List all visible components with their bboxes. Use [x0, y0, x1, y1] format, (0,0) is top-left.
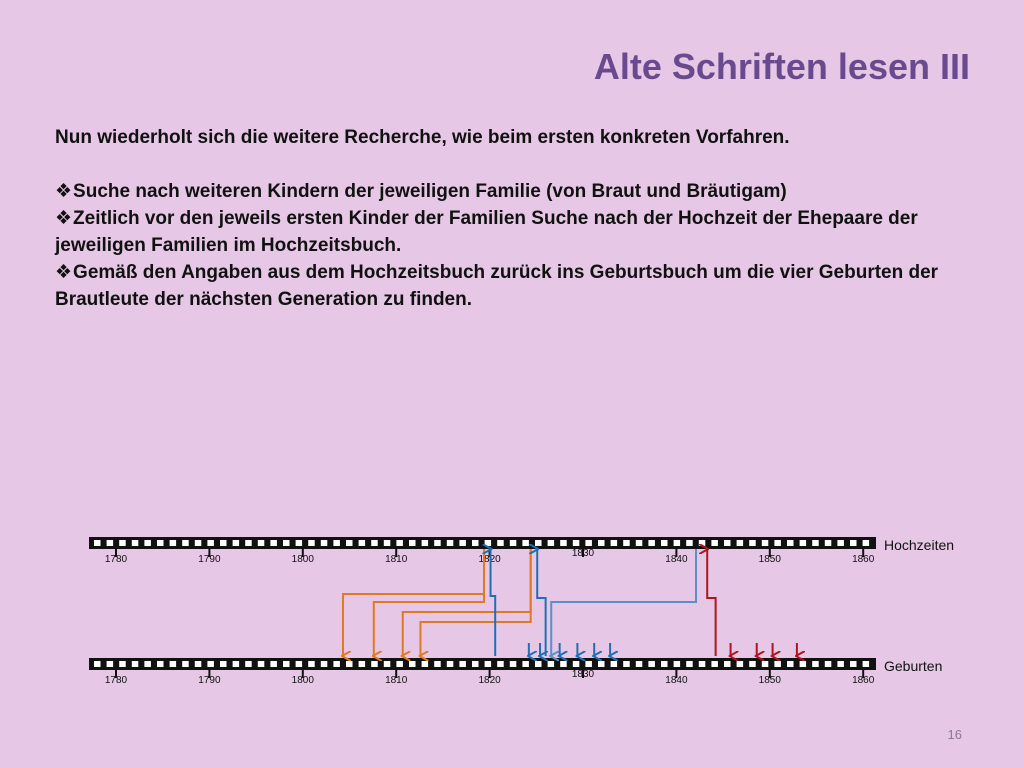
timeline-bar-segment — [787, 661, 794, 667]
timeline-bar-segment — [371, 661, 378, 667]
timeline-bar-segment — [762, 661, 769, 667]
timeline-bar-segment — [648, 540, 655, 546]
timeline-bar-segment — [308, 540, 315, 546]
timeline-geburten — [89, 658, 876, 686]
timeline-bar-segment — [749, 540, 756, 546]
marriage-to-birth-arrow — [551, 549, 696, 656]
timeline-bar-segment — [94, 661, 101, 667]
timeline-bar-segment — [233, 661, 240, 667]
timeline-bar-segment — [333, 661, 340, 667]
timeline-bar-segment — [258, 540, 265, 546]
timeline-bar-segment — [346, 661, 353, 667]
timeline-bar-segment — [611, 661, 618, 667]
timeline-bar-segment — [144, 661, 151, 667]
timeline-bar-segment — [182, 540, 189, 546]
marriage-to-birth-arrow — [491, 549, 496, 656]
year-label: 1810 — [385, 554, 408, 565]
timeline-bar-segment — [686, 661, 693, 667]
timeline-bar-segment — [800, 540, 807, 546]
timeline-bar-segment — [674, 540, 681, 546]
timeline-bar-segment — [396, 661, 403, 667]
timeline-bar-segment — [686, 540, 693, 546]
timeline-bar-segment — [787, 540, 794, 546]
timeline-bar-segment — [485, 540, 492, 546]
timeline-bar-segment — [699, 661, 706, 667]
timeline-bar-segment — [472, 540, 479, 546]
timeline-bar-segment — [119, 540, 126, 546]
timeline-bar-segment — [144, 540, 151, 546]
timeline-bar-segment — [800, 661, 807, 667]
timeline-bar-segment — [560, 661, 567, 667]
timeline-bar-segment — [812, 661, 819, 667]
timeline-bar-segment — [409, 540, 416, 546]
marriage-to-birth-arrow — [374, 549, 484, 656]
timeline-bar-segment — [623, 540, 630, 546]
timeline-bar-segment — [447, 661, 454, 667]
timeline-bar-segment — [220, 540, 227, 546]
timeline-bar-segment — [485, 661, 492, 667]
timeline-bar-segment — [359, 540, 366, 546]
timeline-hochzeiten — [89, 537, 876, 565]
timeline-bar-segment — [308, 661, 315, 667]
year-label: 1810 — [385, 675, 408, 686]
timeline-bar-segment — [560, 540, 567, 546]
timeline-bar-segment — [384, 540, 391, 546]
timeline-bar-segment — [233, 540, 240, 546]
year-label: 1860 — [852, 554, 875, 565]
timeline-bar-segment — [724, 661, 731, 667]
timeline-bar-segment — [737, 540, 744, 546]
timeline-bar-segment — [548, 540, 555, 546]
timeline-bar — [89, 537, 876, 549]
timeline-bar-segment — [333, 540, 340, 546]
year-label: 1830 — [571, 548, 595, 559]
timeline-bar-segment — [459, 661, 466, 667]
year-label: 1830 — [571, 669, 595, 680]
timeline-bar-segment — [270, 661, 277, 667]
timeline-bar-segment — [573, 540, 580, 546]
timeline-bar-segment — [863, 540, 870, 546]
timeline-bar-segment — [825, 540, 832, 546]
timeline-bar-segment — [157, 661, 164, 667]
timeline-bar-segment — [522, 661, 529, 667]
timeline-bar-segment — [837, 661, 844, 667]
timeline-bar-segment — [359, 661, 366, 667]
year-label: 1780 — [104, 675, 128, 686]
year-label: 1840 — [665, 675, 688, 686]
timeline-bar-segment — [774, 540, 781, 546]
timeline-bar-segment — [711, 661, 718, 667]
year-label: 1790 — [198, 675, 221, 686]
year-label: 1860 — [852, 675, 875, 686]
timeline-bar-segment — [661, 661, 668, 667]
timeline-bar-segment — [837, 540, 844, 546]
timeline-bar-segment — [296, 661, 303, 667]
timeline-label-geburten: Geburten — [884, 658, 943, 674]
timeline-bar-segment — [674, 661, 681, 667]
timeline-bar-segment — [434, 661, 441, 667]
timeline-bar-segment — [648, 661, 655, 667]
timeline-bar-segment — [724, 540, 731, 546]
timeline-bar-segment — [497, 540, 504, 546]
timeline-bar-segment — [850, 540, 857, 546]
year-label: 1850 — [758, 554, 781, 565]
timeline-bar-segment — [283, 540, 290, 546]
timeline-bar-segment — [195, 661, 202, 667]
year-label: 1790 — [198, 554, 221, 565]
timeline-bar-segment — [472, 661, 479, 667]
timeline-bar-segment — [170, 540, 177, 546]
timeline-bar-segment — [598, 540, 605, 546]
timeline-bar-segment — [207, 540, 214, 546]
year-label: 1840 — [665, 554, 688, 565]
timeline-bar-segment — [132, 661, 139, 667]
year-label: 1800 — [291, 675, 314, 686]
bullet-text: Gemäß den Angaben aus dem Hochzeitsbuch zurück ins Geburtsbuch um die vier Geburten der Brautleute der nächsten Generation zu finden. — [55, 262, 939, 310]
bullet-text: Suche nach weiteren Kindern der jeweiligen Familie (von Braut und Bräutigam) — [73, 181, 787, 202]
year-label: 1780 — [104, 554, 128, 565]
timeline-bar-segment — [258, 661, 265, 667]
timeline-bar-segment — [749, 661, 756, 667]
timeline-bar-segment — [774, 661, 781, 667]
timeline-bar-segment — [182, 661, 189, 667]
link-arrows — [343, 549, 797, 656]
timeline-bar-segment — [711, 540, 718, 546]
timeline-bar-segment — [119, 661, 126, 667]
timeline-bar-segment — [636, 661, 643, 667]
timeline-bar-segment — [371, 540, 378, 546]
timeline-bar-segment — [270, 540, 277, 546]
timeline-bar-segment — [107, 661, 114, 667]
timeline-bar — [89, 658, 876, 670]
timeline-bar-segment — [107, 540, 114, 546]
page-number: 16 — [947, 727, 962, 742]
timeline-bar-segment — [522, 540, 529, 546]
timeline-bar-segment — [699, 540, 706, 546]
timeline-bar-segment — [384, 661, 391, 667]
timeline-bar-segment — [762, 540, 769, 546]
timeline-bar-segment — [535, 661, 542, 667]
timeline-label-hochzeiten: Hochzeiten — [884, 537, 955, 553]
year-label: 1800 — [291, 554, 314, 565]
timeline-bar-segment — [321, 661, 328, 667]
timeline-bar-segment — [535, 540, 542, 546]
timeline-bar-segment — [459, 540, 466, 546]
timeline-bar-segment — [573, 661, 580, 667]
timeline-bar-segment — [170, 661, 177, 667]
timeline-bar-segment — [510, 540, 517, 546]
timeline-bar-segment — [283, 661, 290, 667]
timeline-bar-segment — [346, 540, 353, 546]
timeline-bar-segment — [548, 661, 555, 667]
year-label: 1820 — [478, 675, 501, 686]
timeline-bar-segment — [825, 661, 832, 667]
timeline-bar-segment — [737, 661, 744, 667]
timeline-bar-segment — [510, 661, 517, 667]
timeline-bar-segment — [585, 540, 592, 546]
timeline-bar-segment — [598, 661, 605, 667]
timeline-bar-segment — [220, 661, 227, 667]
slide-title: Alte Schriften lesen III — [593, 46, 970, 87]
intro-paragraph: Nun wiederholt sich die weitere Recherche, wie beim ersten konkreten Vorfahren. — [55, 127, 790, 148]
marriage-to-birth-arrow — [537, 549, 545, 656]
timeline-bar-segment — [157, 540, 164, 546]
timeline-bar-segment — [850, 661, 857, 667]
timeline-bar-segment — [245, 540, 252, 546]
timeline-bar-segment — [245, 661, 252, 667]
timeline-bar-segment — [422, 540, 429, 546]
diamond-bullet-icon: ❖ — [55, 208, 73, 229]
diamond-bullet-icon: ❖ — [55, 262, 73, 283]
bullet-text: Zeitlich vor den jeweils ersten Kinder der Familien Suche nach der Hochzeit der Ehepaare der jeweiligen Familien im Hochzeitsbuch. — [55, 208, 918, 256]
timeline-bar-segment — [321, 540, 328, 546]
timeline-bar-segment — [497, 661, 504, 667]
timeline-bar-segment — [409, 661, 416, 667]
timeline-bar-segment — [623, 661, 630, 667]
timeline-bar-segment — [636, 540, 643, 546]
timeline-bar-segment — [207, 661, 214, 667]
marriage-to-birth-arrow — [707, 549, 715, 656]
year-label: 1820 — [478, 554, 501, 565]
diamond-bullet-icon: ❖ — [55, 181, 73, 202]
timeline-bar-segment — [447, 540, 454, 546]
timeline-bar-segment — [296, 540, 303, 546]
timeline-bar-segment — [396, 540, 403, 546]
timeline-bar-segment — [434, 540, 441, 546]
timeline-bar-segment — [812, 540, 819, 546]
timeline-bar-segment — [611, 540, 618, 546]
year-label: 1850 — [758, 675, 781, 686]
timeline-bar-segment — [132, 540, 139, 546]
timeline-bar-segment — [661, 540, 668, 546]
timeline-bar-segment — [863, 661, 870, 667]
timeline-bar-segment — [585, 661, 592, 667]
timeline-bar-segment — [422, 661, 429, 667]
timeline-bar-segment — [195, 540, 202, 546]
timeline-bar-segment — [94, 540, 101, 546]
